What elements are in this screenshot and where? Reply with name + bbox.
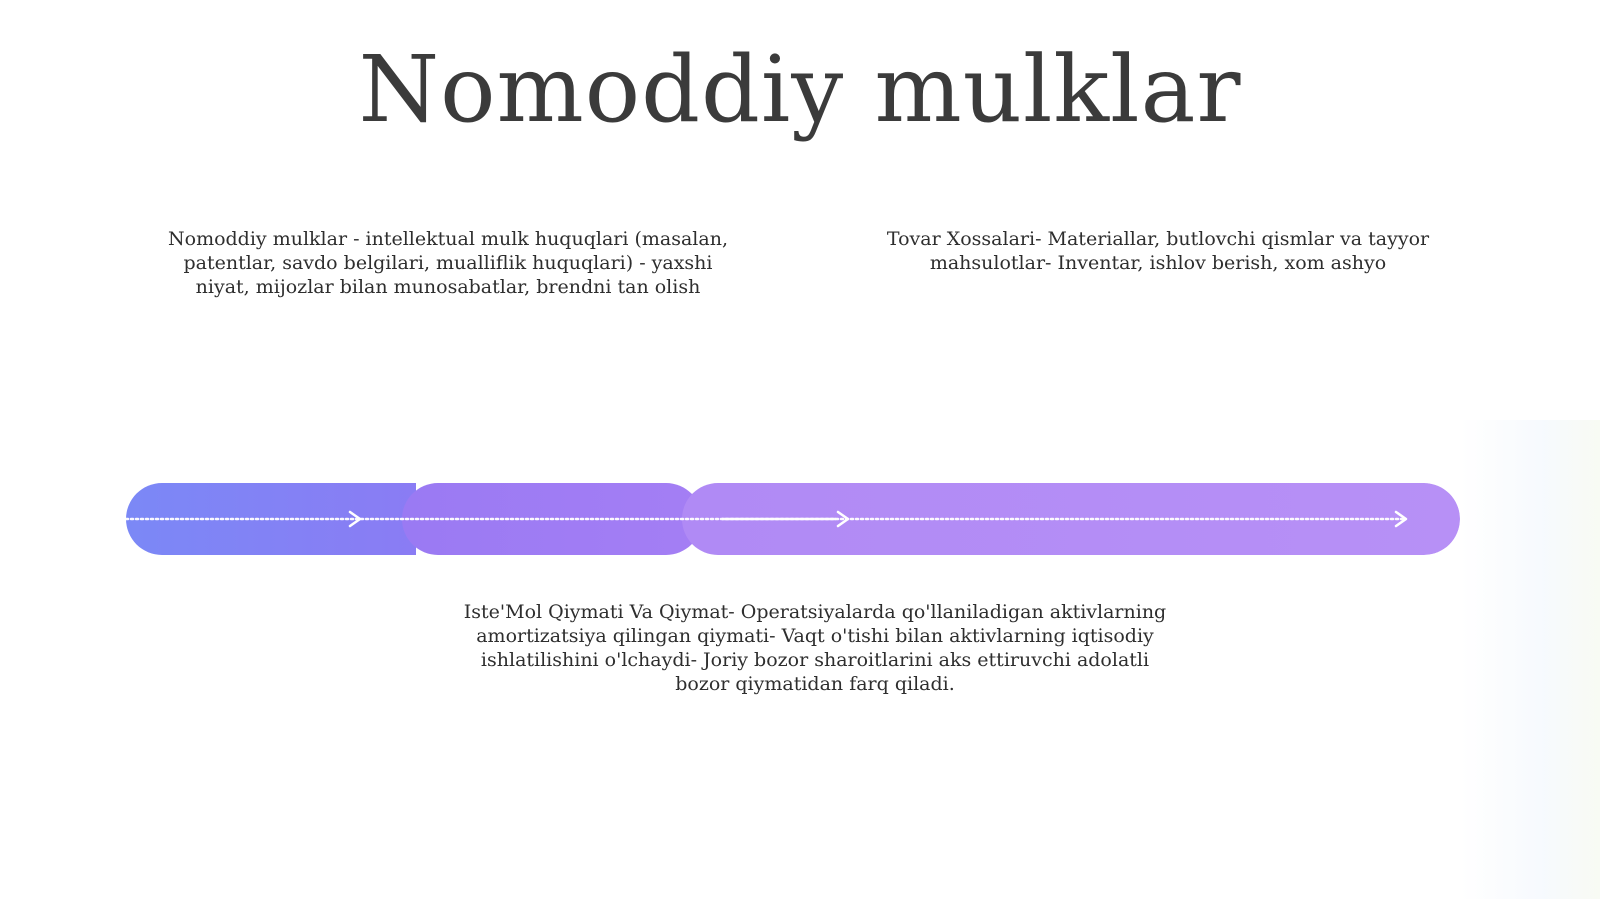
slide-title: Nomoddiy mulklar <box>358 36 1242 143</box>
decorative-glow <box>1460 420 1600 899</box>
text-block-left: Nomoddiy mulklar - intellektual mulk huquqlari (masalan, patentlar, savdo belgilari, mualliflik huquqlari) - yaxshi niyat, mijozlar bilan munosabatlar, brendni tan olish <box>168 228 728 298</box>
timeline-bar <box>126 483 1460 555</box>
text-block-right: Tovar Xossalari- Materiallar, butlovchi qismlar va tayyor mahsulotlar- Inventar, ishlov berish, xom ashyo <box>886 228 1430 274</box>
text-block-bottom: Iste'Mol Qiymati Va Qiymat- Operatsiyalarda qo'llaniladigan aktivlarning amortizatsiya qilingan qiymati- Vaqt o'tishi bilan aktivlarning iqtisodiy ishlatilishini o'lchaydi- Joriy bozor sharoitlarini aks ettiruvchi adolatli bozor qiymatidan farq qiladi. <box>463 601 1167 695</box>
